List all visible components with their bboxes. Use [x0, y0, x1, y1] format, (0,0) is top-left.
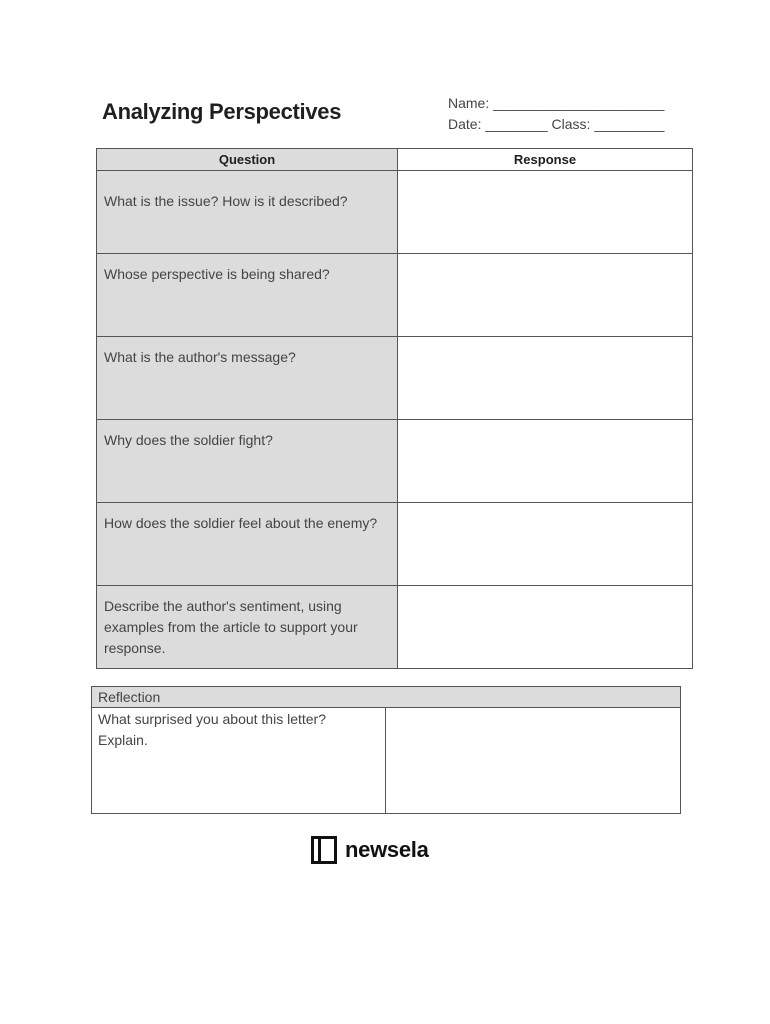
- reflection-title: Reflection: [92, 687, 681, 708]
- date-class-line[interactable]: Date: ________ Class: _________: [448, 116, 665, 132]
- logo-wordmark: newsela: [345, 837, 429, 862]
- question-column-header: Question: [97, 149, 398, 171]
- question-cell: [97, 503, 398, 586]
- response-cell[interactable]: [398, 337, 693, 420]
- question-text: What is the issue? How is it described?: [104, 193, 348, 209]
- perspectives-table: [96, 148, 693, 669]
- table-row: [97, 337, 693, 420]
- student-info: [448, 93, 664, 135]
- question-text: How does the soldier feel about the enemy?: [104, 515, 378, 531]
- question-cell: [97, 586, 398, 669]
- table-row: [97, 503, 693, 586]
- question-cell: [97, 420, 398, 503]
- table-header-row: [97, 149, 693, 171]
- reflection-header-row: [92, 687, 681, 708]
- newsela-logo: [311, 834, 429, 866]
- table-row: [97, 420, 693, 503]
- reflection-row: [92, 708, 681, 814]
- question-cell: [97, 337, 398, 420]
- question-text: What is the author's message?: [104, 349, 296, 365]
- reflection-response-cell[interactable]: [386, 708, 681, 814]
- reflection-prompt: What surprised you about this letter? Explain.: [92, 708, 386, 814]
- response-cell[interactable]: [398, 503, 693, 586]
- question-cell: [97, 171, 398, 254]
- question-text: Why does the soldier fight?: [104, 432, 273, 448]
- question-cell: [97, 254, 398, 337]
- response-cell[interactable]: [398, 586, 693, 669]
- newsela-logo-icon: [311, 836, 337, 864]
- reflection-table: [91, 686, 681, 814]
- question-text: Whose perspective is being shared?: [104, 266, 330, 282]
- response-cell[interactable]: [398, 254, 693, 337]
- question-text: Describe the author's sentiment, using examples from the article to support your response.: [104, 598, 358, 656]
- page-title: Analyzing Perspectives: [102, 99, 342, 124]
- response-cell[interactable]: [398, 420, 693, 503]
- table-row: [97, 171, 693, 254]
- name-line[interactable]: Name: ______________________: [448, 95, 665, 111]
- response-column-header: Response: [398, 149, 693, 171]
- table-row: [97, 254, 693, 337]
- response-cell[interactable]: [398, 171, 693, 254]
- table-row: [97, 586, 693, 669]
